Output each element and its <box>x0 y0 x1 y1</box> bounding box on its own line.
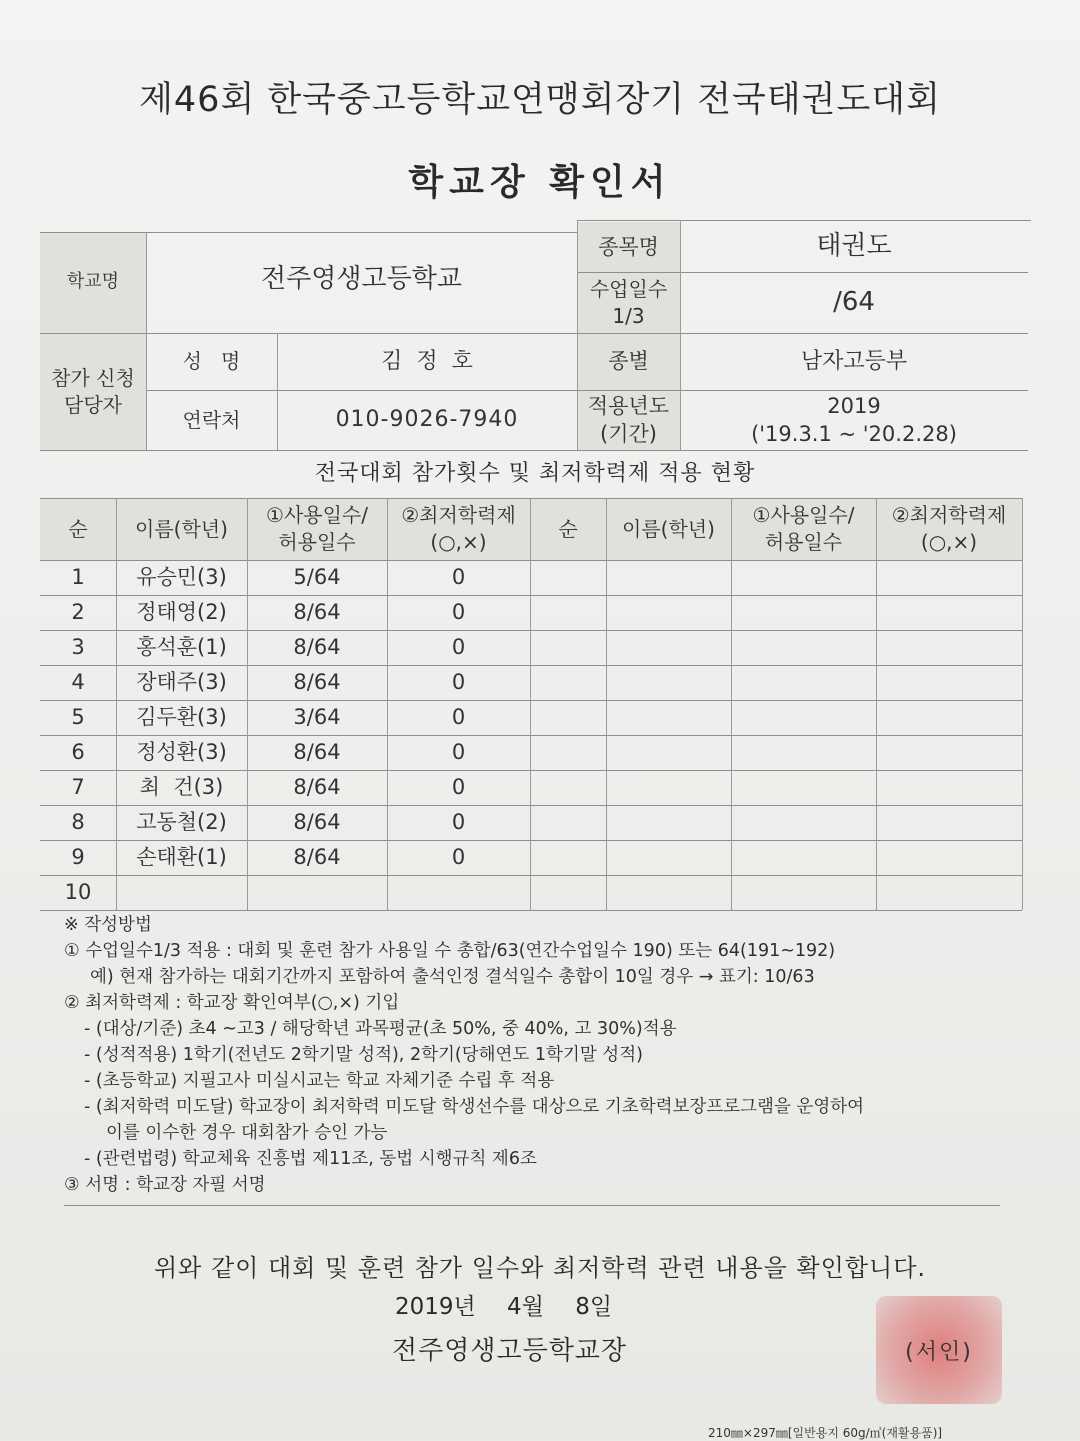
note-1: ① 수업일수1/3 적용 : 대회 및 훈련 참가 사용일 수 총합/63(연간수업일수 190) 또는 64(191~192) <box>64 941 836 961</box>
confirmation-statement: 위와 같이 대회 및 훈련 참가 일수와 최저학력 관련 내용을 확인합니다. <box>153 1254 927 1282</box>
min-academic: 0 <box>451 740 466 765</box>
seal-text: (서인) <box>905 1339 973 1365</box>
division-value: 남자고등부 <box>800 348 908 374</box>
school-days-value: /64 <box>833 286 875 317</box>
document-title: 학교장 확인서 <box>408 162 672 203</box>
student-name: 장태주(3) <box>136 670 227 695</box>
rule <box>64 1205 1000 1206</box>
school-days-label: 수업일수 1/3 <box>589 276 668 328</box>
note-2-laws: - (관련법령) 학교체육 진흥법 제11조, 동법 시행규칙 제6조 <box>84 1149 537 1169</box>
note-2-grades: - (성적적용) 1학기(전년도 2학기말 성적), 2학기(당해연도 1학기말 성적) <box>84 1045 643 1065</box>
student-name: 홍석훈(1) <box>136 635 227 660</box>
min-academic: 0 <box>451 775 466 800</box>
writing-instructions <box>64 912 1024 1198</box>
note-2-not-met: - (최저학력 미도달) 학교장이 최저학력 미도달 학생선수를 대상으로 기초학력보장프로그램을 운영하여 <box>84 1097 865 1117</box>
table-header-cell: 이름(학년) <box>622 516 715 541</box>
contact-value: 010-9026-7940 <box>335 407 519 433</box>
student-name: 정태영(2) <box>136 600 227 625</box>
student-name: 유승민(3) <box>136 565 227 590</box>
student-name: 손태환(1) <box>136 845 227 870</box>
note-2-target: - (대상/기준) 초4 ~고3 / 해당학년 과목평균(초 50%, 중 40%, 고 30%)적용 <box>84 1019 677 1039</box>
applicant-label: 참가 신청 담당자 <box>51 365 135 417</box>
table-header-cell: ①사용일수/ 허용일수 <box>752 503 855 554</box>
row-number: 5 <box>71 705 85 730</box>
min-academic: 0 <box>451 845 466 870</box>
table-header-cell: ①사용일수/ 허용일수 <box>266 503 368 554</box>
principal-signature-line: 전주영생고등학교장 <box>392 1336 628 1366</box>
row-number: 10 <box>64 880 92 905</box>
min-academic <box>387 875 530 910</box>
min-academic: 0 <box>451 600 466 625</box>
row-number: 7 <box>71 775 85 800</box>
table-title: 전국대회 참가횟수 및 최저학력제 적용 현황 <box>314 461 756 486</box>
min-academic: 0 <box>451 565 466 590</box>
days-used: 3/64 <box>293 705 341 730</box>
days-used: 8/64 <box>293 810 341 835</box>
row-number: 2 <box>71 600 85 625</box>
event-label: 종목명 <box>598 234 659 259</box>
days-used: 8/64 <box>293 775 341 800</box>
days-used: 8/64 <box>293 740 341 765</box>
row-number: 4 <box>71 670 85 695</box>
row-number: 9 <box>71 845 85 870</box>
days-used <box>247 875 387 910</box>
row-number: 3 <box>71 635 85 660</box>
contact-label: 연락처 <box>182 407 241 432</box>
row-number: 8 <box>71 810 85 835</box>
division-label: 종별 <box>608 349 649 374</box>
min-academic: 0 <box>451 635 466 660</box>
days-used: 5/64 <box>293 565 341 590</box>
table-header-cell: ②최저학력제 (○,×) <box>891 503 1007 554</box>
row-number: 1 <box>71 565 85 590</box>
row-number: 6 <box>71 740 85 765</box>
event-value: 태권도 <box>816 231 892 262</box>
student-name: 김두환(3) <box>136 705 227 730</box>
table-rule <box>40 910 1022 911</box>
note-2-elementary: - (초등학교) 지필고사 미실시교는 학교 자체기준 수립 후 적용 <box>84 1071 555 1091</box>
note-3: ③ 서명 : 학교장 자필 서명 <box>64 1175 266 1195</box>
note-2: ② 최저학력제 : 학교장 확인여부(○,×) 기입 <box>64 993 400 1013</box>
year-value: 2019 ('19.3.1 ~ '20.2.28) <box>751 393 957 446</box>
note-2-not-met-cont: 이를 이수한 경우 대회참가 승인 가능 <box>106 1123 388 1143</box>
min-academic: 0 <box>451 705 466 730</box>
days-used: 8/64 <box>293 845 341 870</box>
school-name-value: 전주영생고등학교 <box>261 264 462 295</box>
student-name: 정성환(3) <box>136 740 227 765</box>
student-name: 최 건(3) <box>139 775 224 800</box>
name-label: 성 명 <box>182 349 241 373</box>
table-header-cell: 순 <box>558 516 578 541</box>
confirmation-date: 2019년 4월 8일 <box>395 1294 613 1320</box>
rule <box>40 450 1028 451</box>
table-rule <box>1022 498 1023 910</box>
table-header-cell: 이름(학년) <box>135 516 228 541</box>
min-academic: 0 <box>451 670 466 695</box>
table-header-cell: 순 <box>68 516 88 541</box>
paper-spec: 210㎜×297㎜[일반용지 60g/㎡(재활용품)] <box>708 1426 943 1440</box>
table-header-cell: ②최저학력제 (○,×) <box>401 503 516 554</box>
note-1-example: 예) 현재 참가하는 대회기간까지 포함하여 출석인정 결석일수 총합이 10일 경우 → 표기: 10/63 <box>90 967 815 987</box>
official-seal <box>876 1296 1002 1404</box>
student-name: 고동철(2) <box>136 810 227 835</box>
days-used: 8/64 <box>293 600 341 625</box>
applicant-name-value: 김 정 호 <box>381 348 473 374</box>
student-name <box>116 875 247 910</box>
school-name-label: 학교명 <box>66 271 120 293</box>
days-used: 8/64 <box>293 635 341 660</box>
year-label: 적용년도 (기간) <box>587 393 670 446</box>
competition-title: 제46회 한국중고등학교연맹회장기 전국태권도대회 <box>139 80 941 120</box>
rule <box>577 220 1031 221</box>
days-used: 8/64 <box>293 670 341 695</box>
min-academic: 0 <box>451 810 466 835</box>
notes-heading: ※ 작성방법 <box>64 915 152 935</box>
